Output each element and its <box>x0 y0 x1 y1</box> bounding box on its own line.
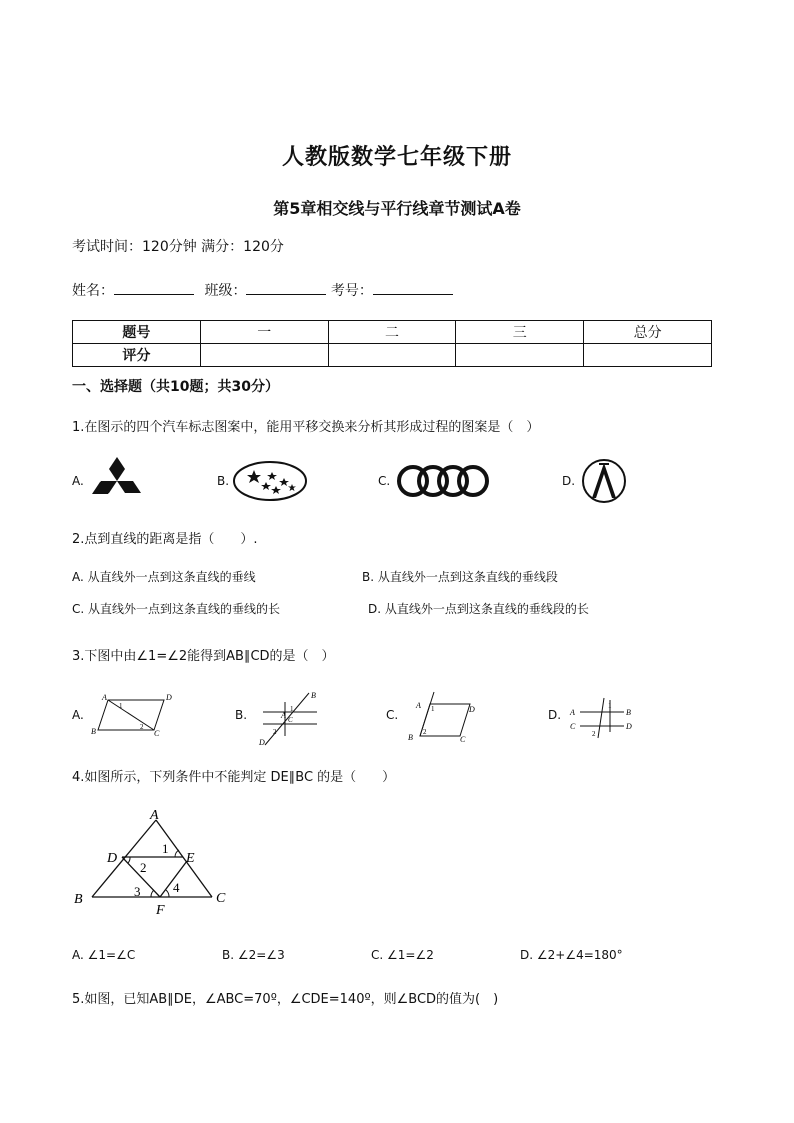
q3d-angle-2: 2 <box>592 730 596 738</box>
page-title: 人教版数学七年级下册 <box>281 145 512 170</box>
exam-info: 考试时间：120分钟 满分：120分 <box>72 239 284 255</box>
class-blank[interactable] <box>246 280 326 295</box>
class-label: 班级： <box>204 283 247 299</box>
q3d-angle-1: 1 <box>608 702 612 710</box>
q3b-label-C: C <box>288 716 293 724</box>
score-cell[interactable] <box>584 344 712 367</box>
q2-option-a[interactable]: A. 从直线外一点到这条直线的垂线 <box>72 570 256 584</box>
score-table-row <box>73 344 712 367</box>
q4-label-B: B <box>74 892 83 907</box>
q3-figure-a <box>88 690 180 738</box>
score-cell[interactable] <box>328 344 456 367</box>
q3-figure-d <box>568 692 640 742</box>
q3a-label-D: D <box>166 693 172 702</box>
q3d-label-D: D <box>626 722 632 731</box>
q4-angle-2: 2 <box>140 860 147 875</box>
q4-option-d[interactable]: D. ∠2+∠4=180° <box>520 948 623 962</box>
question-5-stem: 5.如图，已知AB∥DE，∠ABC=70º，∠CDE=140º，则∠BCD的值为( ) <box>72 992 499 1007</box>
q2-option-c[interactable]: C. 从直线外一点到这条直线的垂线的长 <box>72 602 281 616</box>
score-table-header-row <box>73 321 712 344</box>
q3d-label-A: A <box>570 708 575 717</box>
q4-label-C: C <box>216 891 226 906</box>
q4-option-b[interactable]: B. ∠2=∠3 <box>222 948 285 962</box>
subaru-logo-icon <box>232 460 308 502</box>
q3d-label-B: B <box>626 708 631 717</box>
score-header-cell: 题号 <box>73 321 201 344</box>
q3-figure-b <box>255 688 325 748</box>
score-cell[interactable] <box>200 344 328 367</box>
audi-rings-icon <box>395 462 491 500</box>
q2-option-d[interactable]: D. 从直线外一点到这条直线的垂线段的长 <box>368 602 589 616</box>
q3a-angle-2: 2 <box>140 723 144 731</box>
q3c-label-B: B <box>408 733 413 742</box>
q4-label-E: E <box>186 851 195 866</box>
score-table <box>72 320 712 367</box>
q3d-label-C: C <box>570 722 576 731</box>
q3-label-b: B. <box>235 708 248 722</box>
q1-label-a: A. <box>72 474 84 488</box>
q3a-label-C: C <box>154 729 160 738</box>
score-row-label: 评分 <box>73 344 201 367</box>
score-header-cell: 总分 <box>584 321 712 344</box>
q4-label-F: F <box>156 903 165 918</box>
q3c-label-D: D <box>469 705 475 714</box>
q4-label-A: A <box>150 808 159 823</box>
q3c-label-C: C <box>460 735 466 744</box>
q3-figure-c <box>402 688 482 744</box>
q4-angle-4: 4 <box>173 880 180 895</box>
acura-logo-icon <box>580 458 628 504</box>
q1-label-d: D. <box>562 474 576 488</box>
q4-triangle-figure <box>70 806 240 918</box>
name-label: 姓名： <box>72 283 114 299</box>
student-fields <box>72 280 453 300</box>
score-header-cell: 一 <box>200 321 328 344</box>
q3c-label-A: A <box>416 701 421 710</box>
question-2-stem: 2.点到直线的距离是指（ ）. <box>72 532 258 547</box>
q4-label-D: D <box>107 851 118 866</box>
section-heading: 一、选择题（共10题；共30分） <box>72 379 279 395</box>
q3c-angle-1: 1 <box>431 705 435 713</box>
q3b-angle-1: 1 <box>290 705 294 713</box>
q4-angle-1: 1 <box>162 841 169 856</box>
q4-option-a[interactable]: A. ∠1=∠C <box>72 948 136 962</box>
question-1-stem: 1.在图示的四个汽车标志图案中，能用平移交换来分析其形成过程的图案是（ ） <box>72 420 540 435</box>
q3b-label-A: A <box>281 711 286 720</box>
q1-label-b: B. <box>217 474 230 488</box>
page-subtitle: 第5章相交线与平行线章节测试A卷 <box>273 199 521 218</box>
score-header-cell: 三 <box>456 321 584 344</box>
q3a-angle-1: 1 <box>119 702 123 710</box>
question-3-stem: 3.下图中由∠1=∠2能得到AB∥CD的是（ ） <box>72 649 335 664</box>
q3-label-d: D. <box>548 708 562 722</box>
q2-option-b[interactable]: B. 从直线外一点到这条直线的垂线段 <box>362 570 558 584</box>
name-blank[interactable] <box>114 280 194 295</box>
number-label: 考号： <box>330 283 373 299</box>
score-header-cell: 二 <box>328 321 456 344</box>
q3-label-a: A. <box>72 708 84 722</box>
q4-option-c[interactable]: C. ∠1=∠2 <box>371 948 434 962</box>
number-blank[interactable] <box>373 280 453 295</box>
mitsubishi-logo-icon <box>88 456 146 508</box>
q3b-angle-2: 2 <box>273 728 277 736</box>
question-4-stem: 4.如图所示，下列条件中不能判定 DE∥BC 的是（ ） <box>72 770 396 785</box>
q1-label-c: C. <box>378 474 391 488</box>
q3a-label-B: B <box>91 727 96 736</box>
score-cell[interactable] <box>456 344 584 367</box>
q4-angle-3: 3 <box>134 884 141 899</box>
q3a-label-A: A <box>102 693 107 702</box>
q3b-label-B: B <box>311 691 316 700</box>
q3c-angle-2: 2 <box>423 728 427 736</box>
q3b-label-D: D <box>259 738 265 747</box>
q3-label-c: C. <box>386 708 399 722</box>
